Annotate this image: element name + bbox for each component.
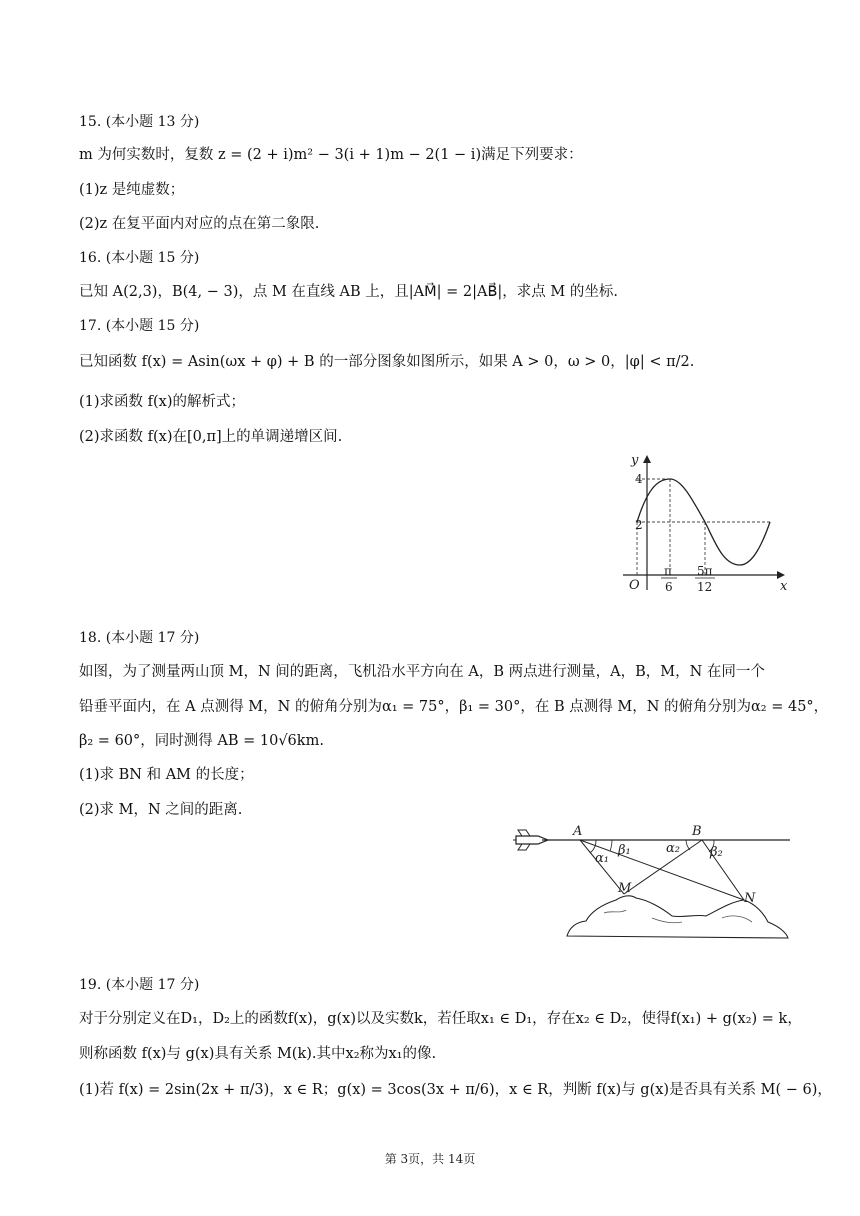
- q19-line2: 则称函数 f(x)与 g(x)具有关系 M(k).其中x₂称为x₁的像.: [79, 1046, 437, 1062]
- q17-y-tick-2: 2: [635, 518, 643, 532]
- q15-part2: (2)z 在复平面内对应的点在第二象限.: [79, 216, 320, 232]
- q18-part2: (2)求 M，N 之间的距离.: [79, 802, 243, 818]
- q18-label-beta2: β₂: [710, 845, 723, 860]
- q19-part1: (1)若 f(x) = 2sin(2x + π/3)，x ∈ R；g(x) = 3cos(3x + π/6)，x ∈ R，判断 f(x)与 g(x)是否具有关系 M( − 6)，: [79, 1082, 832, 1098]
- q18-label-A: A: [573, 824, 583, 839]
- q16-heading: 16. (本小题 15 分): [79, 250, 200, 266]
- q16-stem: 已知 A(2,3)，B(4, − 3)，点 M 在直线 AB 上，且|AM⃗| = 2|AB⃗|，求点 M 的坐标.: [79, 284, 618, 300]
- q17-heading: 17. (本小题 15 分): [79, 318, 200, 334]
- q18-label-alpha1: α₁: [595, 851, 609, 866]
- q17-y-tick-4: 4: [635, 472, 643, 486]
- q18-part1: (1)求 BN 和 AM 的长度；: [79, 767, 254, 783]
- q17-x-tick-2-num: 5π: [697, 564, 713, 578]
- q18-line1: 如图，为了测量两山顶 M，N 间的距离，飞机沿水平方向在 A，B 两点进行测量，A，B，M，N 在同一个: [79, 664, 765, 680]
- q17-y-axis-label: y: [631, 453, 639, 468]
- q15-stem: m 为何实数时，复数 z = (2 + i)m² − 3(i + 1)m − 2(1 − i)满足下列要求：: [79, 147, 583, 163]
- q17-stem: 已知函数 f(x) = Asin(ωx + φ) + B 的一部分图象如图所示，如果 A > 0，ω > 0，|φ| < π/2.: [79, 354, 695, 370]
- q19-line1: 对于分别定义在D₁，D₂上的函数f(x)，g(x)以及实数k，若任取x₁ ∈ D₁，存在x₂ ∈ D₂，使得f(x₁) + g(x₂) = k，: [79, 1011, 802, 1027]
- q18-label-M: M: [618, 881, 632, 896]
- q19-heading: 19. (本小题 17 分): [79, 977, 200, 993]
- q18-heading: 18. (本小题 17 分): [79, 630, 200, 646]
- q17-part2: (2)求函数 f(x)在[0,π]上的单调递增区间.: [79, 429, 343, 445]
- q15-part1: (1)z 是纯虚数；: [79, 182, 185, 198]
- q18-label-B: B: [692, 824, 702, 839]
- q17-sine-graph: [615, 450, 795, 595]
- q17-part1: (1)求函数 f(x)的解析式；: [79, 394, 246, 410]
- q18-label-beta1: β₁: [618, 843, 631, 858]
- q17-x-tick-1-den: 6: [665, 580, 673, 594]
- q18-label-N: N: [744, 891, 756, 906]
- q15-heading: 15. (本小题 13 分): [79, 114, 200, 130]
- q17-x-tick-1-num: π: [664, 564, 672, 578]
- q17-x-tick-2-den: 12: [697, 580, 713, 594]
- q17-origin-label: O: [629, 578, 640, 593]
- q18-mountain-figure: [512, 818, 792, 943]
- page-footer: 第 3页，共 14页: [384, 1152, 476, 1166]
- q18-line2: 铅垂平面内，在 A 点测得 M，N 的俯角分别为α₁ = 75°，β₁ = 30°，在 B 点测得 M，N 的俯角分别为α₂ = 45°，: [79, 699, 829, 715]
- q18-line3: β₂ = 60°，同时测得 AB = 10√6km.: [79, 733, 324, 749]
- q17-x-axis-label: x: [780, 579, 788, 594]
- q18-label-alpha2: α₂: [666, 841, 680, 856]
